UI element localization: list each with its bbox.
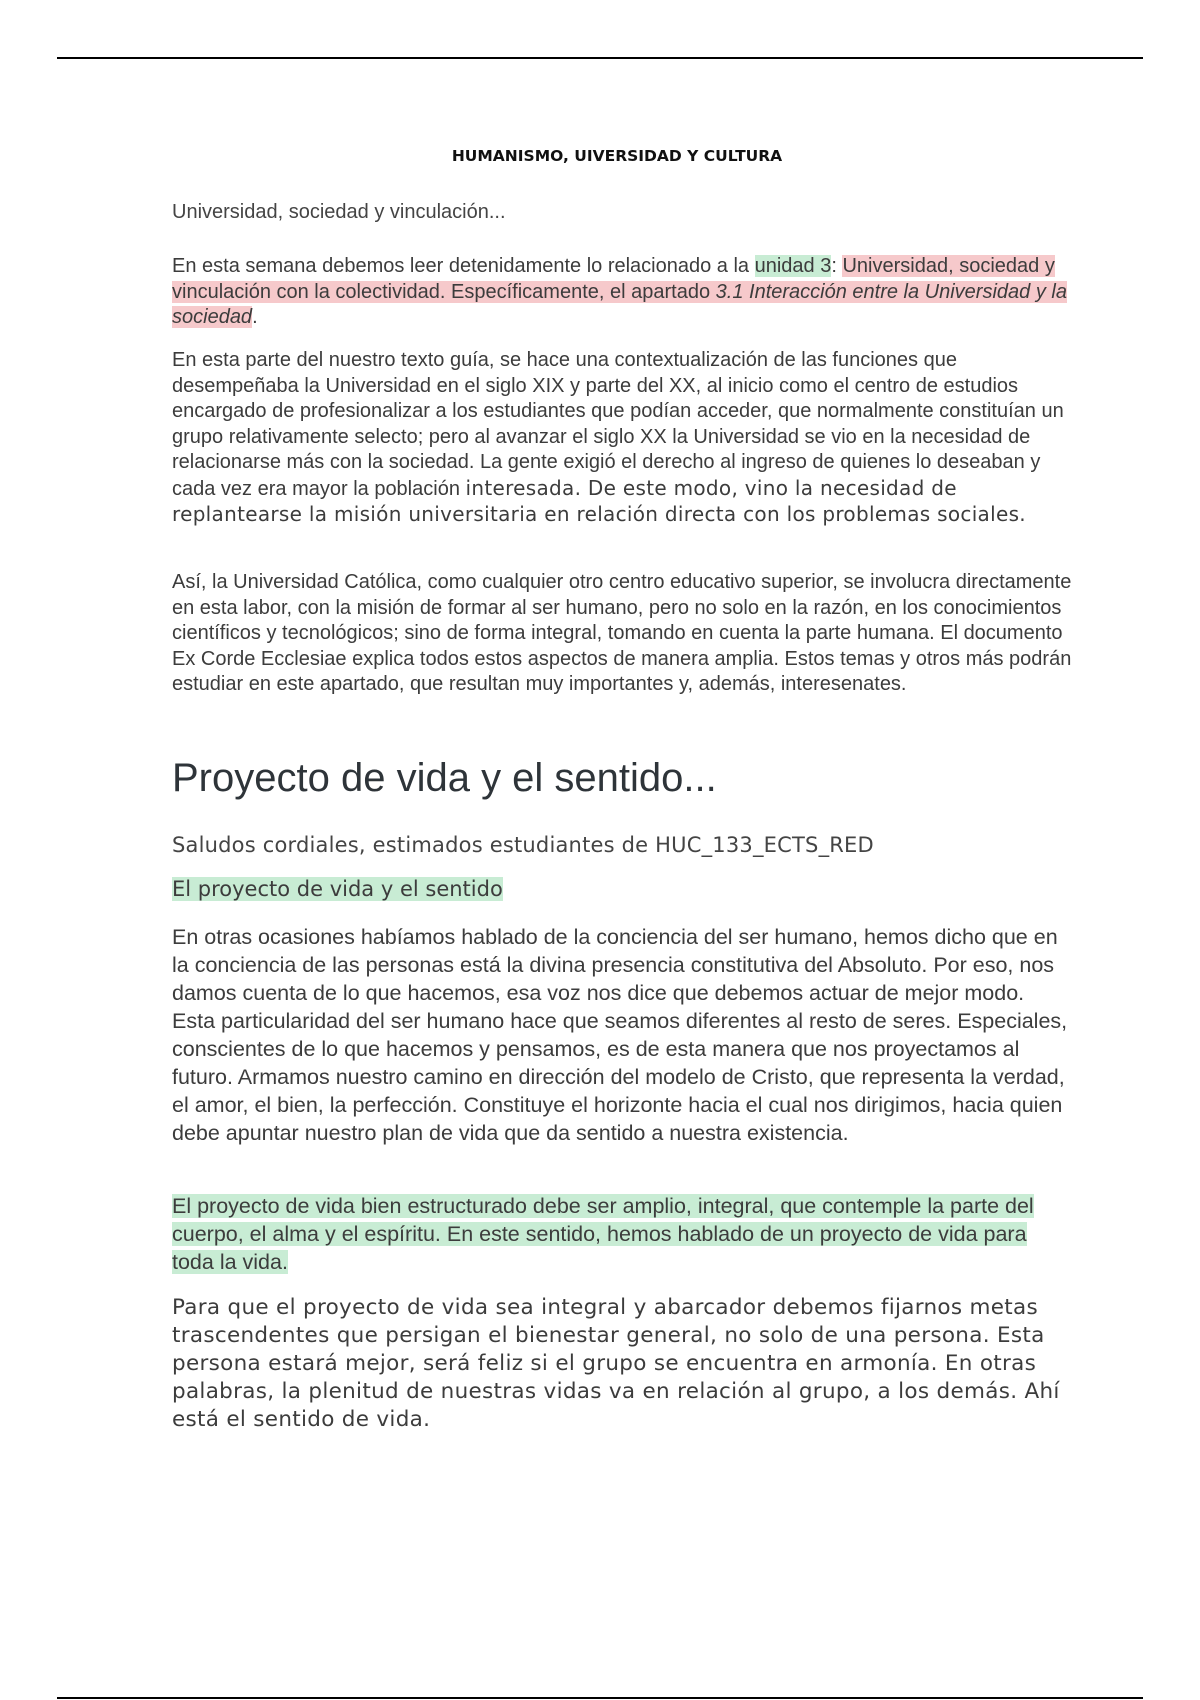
paragraph-2-main: En esta parte del nuestro texto guía, se hace una contextualización de las funciones que desempeñaba la Universidad en el siglo XIX y parte del XX, al inicio como el centro de estudios encargado de profesionalizar a los estudiantes que podían acceder, que normalmente constituían un grupo relativamente selecto; pero al avanzar el siglo XX la Universidad se vio en la necesidad de relacionarse más con la sociedad. La gente exigió el derecho al ingreso de quienes lo deseaban y cada vez era mayor la población [172,349,1064,500]
section2-paragraph-2 [172,1192,1072,1276]
section1-paragraph-3: Así, la Universidad Católica, como cualquier otro centro educativo superior, se involucra directamente en esta labor, con la misión de formar al ser humano, pero no solo en la razón, en los conocimientos científicos y tecnológicos; sino de forma integral, tomando en cuenta la parte humana. El documento Ex Corde Ecclesiae explica todos estos aspectos de manera amplia. Estos temas y otros más podrán estudiar en este apartado, que resultan muy importantes y, además, interesenates. [172,571,1072,695]
top-rule [57,57,1143,59]
section2-paragraph-1: En otras ocasiones habíamos hablado de la conciencia del ser humano, hemos dicho que en la conciencia de las personas está la divina presencia constitutiva del Absoluto. Por eso, nos damos cuenta de lo que hacemos, esa voz nos dice que debemos actuar de mejor modo. Esta particularidad del ser humano hace que seamos diferentes al resto de seres. Especiales, conscientes de lo que hacemos y pensamos, es de esta manera que nos proyectamos al futuro. Armamos nuestro camino en dirección del modelo de Cristo, que representa la verdad, el amor, el bien, la perfección. Constituye el horizonte hacia el cual nos dirigimos, hacia quien debe apuntar nuestro plan de vida que da sentido a nuestra existencia. [172,925,1068,1145]
bottom-rule [57,1697,1143,1699]
section1-subtitle: Universidad, sociedad y vinculación... [172,201,506,223]
paragraph-2-highlight: El proyecto de vida bien estructurado debe ser amplio, integral, que contemple la parte del cuerpo, el alma y el espíritu. En este sentido, hemos hablado de un proyecto de vida para toda la vida. [172,1194,1034,1274]
intro-text: En esta semana debemos leer detenidamente lo relacionado a la [172,255,755,277]
document-title: HUMANISMO, UIVERSIDAD Y CULTURA [451,147,783,165]
unit-title: Universidad, sociedad y vinculación con la colectividad. Específicamente, el apartado [172,255,1055,303]
paragraph-2-tail: interesada. De este modo, vino la necesidad de replantearse la misión universitaria en relación directa con los problemas sociales. [172,475,1026,526]
highlight-title [172,877,1072,903]
intro-end: . [252,306,258,328]
section2-heading: Proyecto de vida y el sentido... [172,756,717,800]
section1-paragraph-2 [172,348,1072,529]
section1-intro [172,254,1072,331]
greeting: Saludos cordiales, estimados estudiantes de HUC_133_ECTS_RED [172,833,874,857]
intro-colon: : [831,255,843,277]
section2-paragraph-3: Para que el proyecto de vida sea integral y abarcador debemos fijarnos metas trascendentes que persigan el bienestar general, no solo de una persona. Esta persona estará mejor, será feliz si el grupo se encuentra en armonía. En otras palabras, la plenitud de nuestras vidas va en relación al grupo, a los demás. Ahí está el sentido de vida. [172,1295,1060,1432]
section-reference: 3.1 Interacción entre la Universidad y la sociedad [172,280,1067,328]
highlight-title-text: El proyecto de vida y el sentido [172,877,503,901]
unit-reference: unidad 3 [754,255,832,277]
